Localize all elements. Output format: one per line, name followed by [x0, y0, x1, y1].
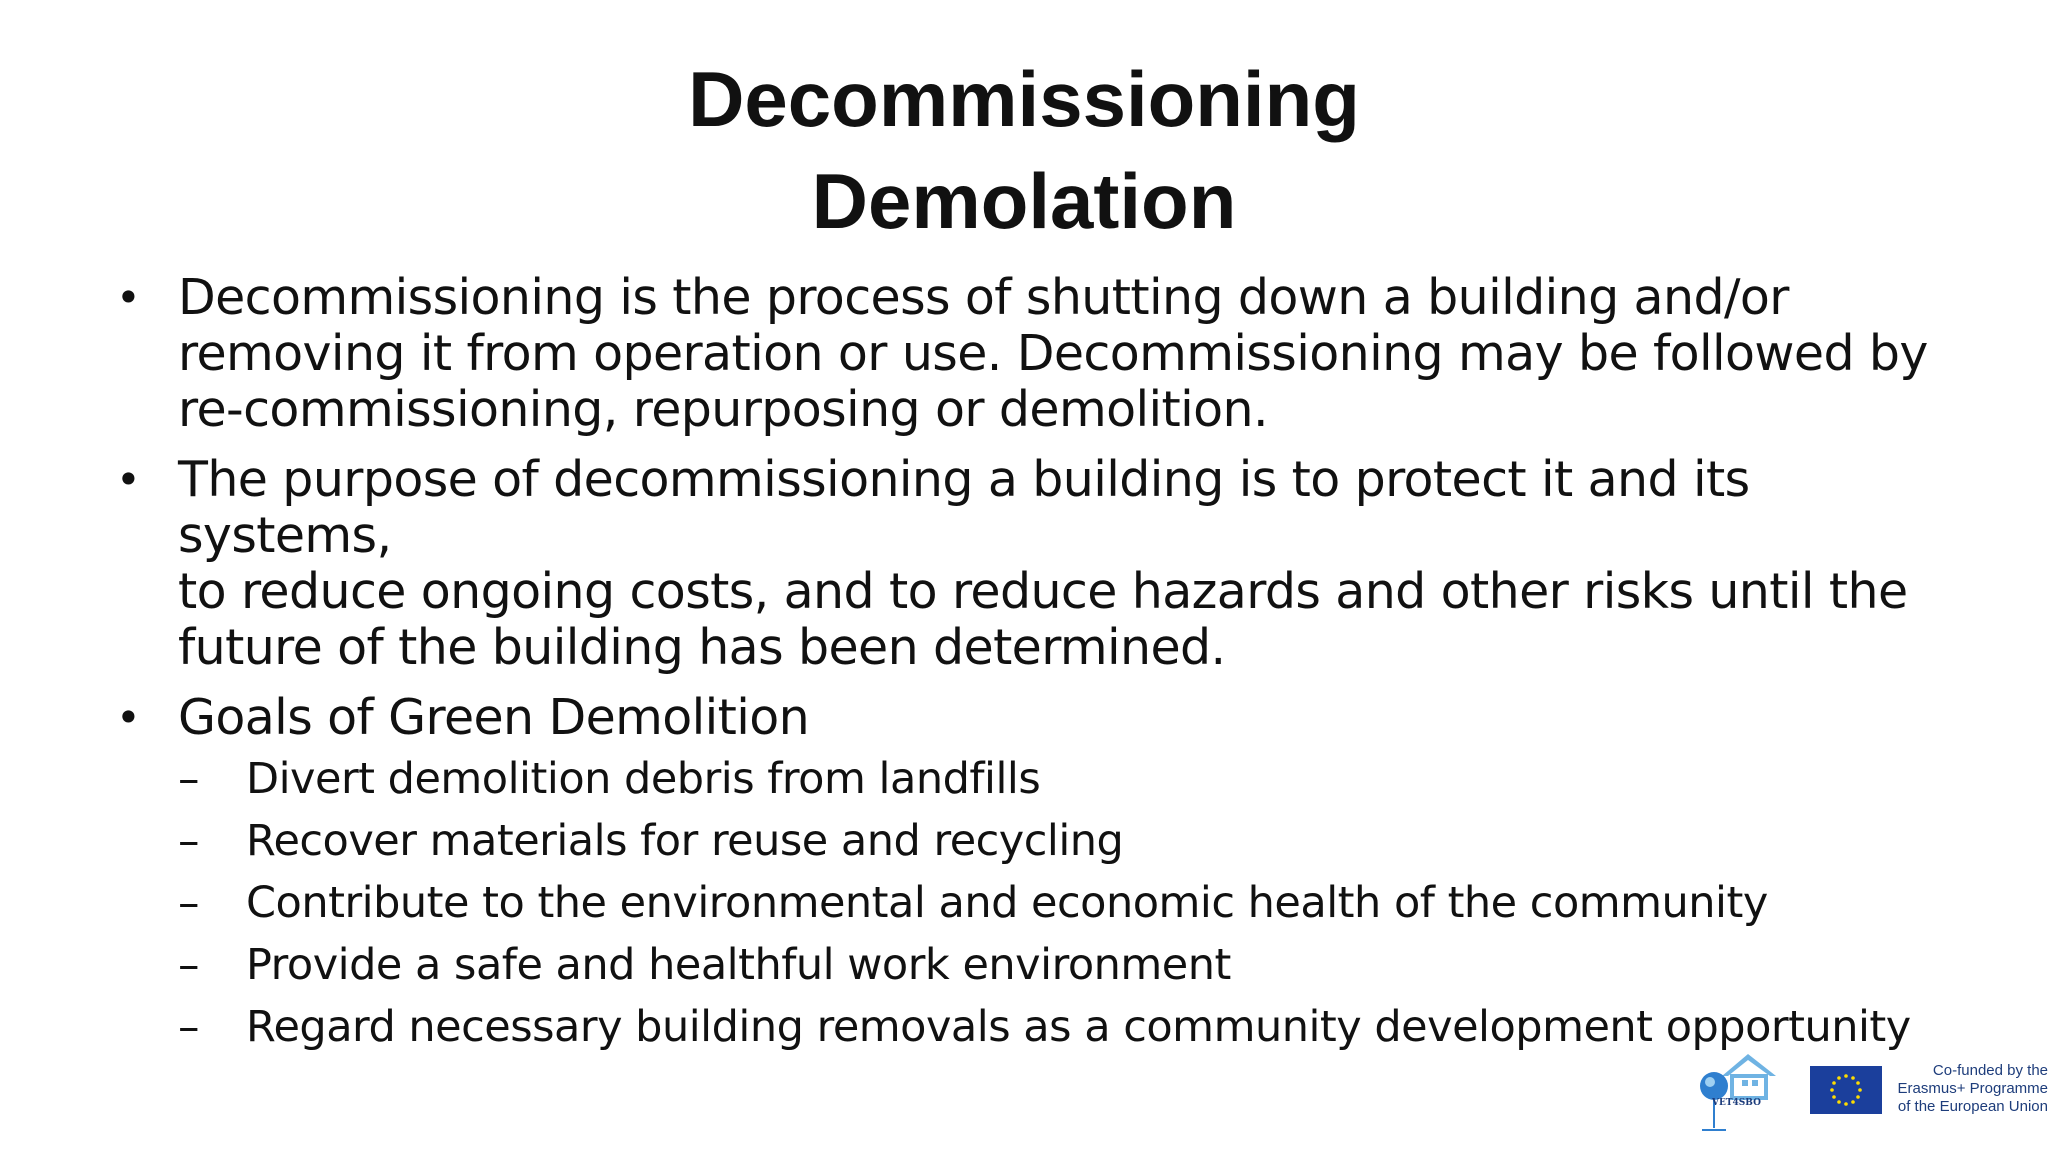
dash-marker: – [178, 878, 199, 928]
bullet-marker: • [116, 273, 141, 322]
bullet-line: future of the building has been determined. [178, 619, 1226, 676]
sub-bullet-text: Recover materials for reuse and recycling [246, 816, 1124, 866]
eu-cofunded-caption [1890, 1062, 2048, 1116]
bullet-marker: • [116, 455, 141, 504]
slide-title [0, 48, 2048, 252]
eu-caption-line: Erasmus+ Programme [1897, 1080, 2048, 1097]
title-line-2: Demolation [811, 157, 1237, 245]
sub-bullet-text: Regard necessary building removals as a community development opportunity [246, 1002, 1911, 1052]
eu-caption-line: Co-funded by the [1932, 1062, 2048, 1079]
bullet-line: to reduce ongoing costs, and to reduce hazards and other risks until the [178, 563, 1908, 620]
dash-marker: – [178, 754, 199, 804]
sub-bullet-item [178, 1002, 1970, 1052]
sub-bullet-item [178, 940, 1970, 990]
vet4sbo-logo-text: VET4SBO [1712, 1098, 1761, 1108]
bullet-line: re-commissioning, repurposing or demolition. [178, 381, 1268, 438]
dash-marker: – [178, 1002, 199, 1052]
bullet-item [110, 452, 1970, 676]
eu-flag-icon [1810, 1066, 1882, 1114]
bullet-line: Decommissioning is the process of shutting down a building and/or [178, 269, 1789, 326]
bullet-marker: • [116, 693, 141, 742]
sub-bullet-text: Provide a safe and healthful work environment [246, 940, 1231, 990]
title-line-1: Decommissioning [688, 55, 1360, 143]
sub-bullet-text: Contribute to the environmental and economic health of the community [246, 878, 1768, 928]
dash-marker: – [178, 816, 199, 866]
bullet-item [110, 270, 1970, 438]
dash-marker: – [178, 940, 199, 990]
bullet-line: The purpose of decommissioning a building is to protect it and its systems, [178, 451, 1750, 564]
bullet-line: Goals of Green Demolition [178, 689, 810, 746]
bullet-item [110, 690, 1970, 1052]
sub-bullet-item [178, 816, 1970, 866]
eu-caption-line: of the European Union [1897, 1098, 2048, 1115]
sub-bullet-text: Divert demolition debris from landfills [246, 754, 1041, 804]
vet4sbo-logo-icon [1692, 1048, 1784, 1134]
sub-bullet-item [178, 878, 1970, 928]
bullet-list [110, 270, 1970, 1066]
sub-bullet-list [178, 754, 1970, 1052]
bullet-line: removing it from operation or use. Decommissioning may be followed by [178, 325, 1928, 382]
sub-bullet-item [178, 754, 1970, 804]
